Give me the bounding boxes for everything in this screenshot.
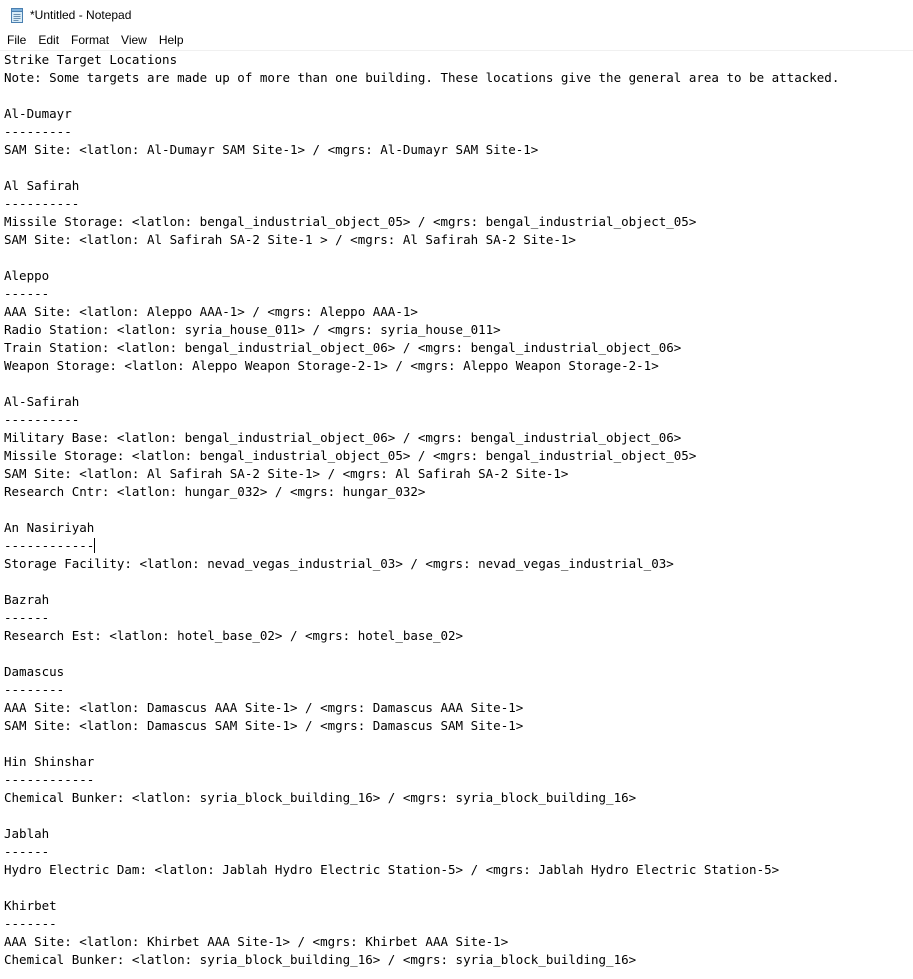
text-line-content: SAM Site: <latlon: Damascus SAM Site-1> / <mgrs: Damascus SAM Site-1> xyxy=(4,718,524,733)
text-line xyxy=(4,303,913,321)
text-line-content: SAM Site: <latlon: Al Safirah SA-2 Site-1> / <mgrs: Al Safirah SA-2 Site-1> xyxy=(4,466,569,481)
text-line xyxy=(4,825,913,843)
text-line xyxy=(4,933,913,951)
text-line xyxy=(4,591,913,609)
text-editor-area[interactable] xyxy=(0,51,913,979)
text-line-content: Research Cntr: <latlon: hungar_032> / <mgrs: hungar_032> xyxy=(4,484,426,499)
text-line xyxy=(4,609,913,627)
text-line-content: Hydro Electric Dam: <latlon: Jablah Hydro Electric Station-5> / <mgrs: Jablah Hydro Electric Station-5> xyxy=(4,862,780,877)
text-line-content: Hin Shinshar xyxy=(4,754,95,769)
text-line-content: Al-Dumayr xyxy=(4,106,72,121)
text-line-content: Radio Station: <latlon: syria_house_011> / <mgrs: syria_house_011> xyxy=(4,322,501,337)
text-line xyxy=(4,285,913,303)
text-line xyxy=(4,879,913,897)
text-line-content: Khirbet xyxy=(4,898,57,913)
text-line xyxy=(4,339,913,357)
text-line-content: Missile Storage: <latlon: bengal_industrial_object_05> / <mgrs: bengal_industrial_object_05> xyxy=(4,448,697,463)
notepad-icon xyxy=(10,8,24,23)
text-line xyxy=(4,663,913,681)
text-line xyxy=(4,447,913,465)
text-line-content: Damascus xyxy=(4,664,65,679)
text-line-content: Weapon Storage: <latlon: Aleppo Weapon Storage-2-1> / <mgrs: Aleppo Weapon Storage-2-1> xyxy=(4,358,659,373)
text-line xyxy=(4,195,913,213)
text-line-content: Missile Storage: <latlon: bengal_industrial_object_05> / <mgrs: bengal_industrial_object_05> xyxy=(4,214,697,229)
menu-file[interactable]: File xyxy=(7,33,27,47)
text-line xyxy=(4,681,913,699)
text-line xyxy=(4,231,913,249)
text-line xyxy=(4,843,913,861)
text-line-content: Al-Safirah xyxy=(4,394,80,409)
text-line xyxy=(4,321,913,339)
text-line xyxy=(4,177,913,195)
text-line xyxy=(4,573,913,591)
text-line-content: ---------- xyxy=(4,412,80,427)
document-text[interactable] xyxy=(4,51,913,969)
text-line xyxy=(4,717,913,735)
text-line-content: Research Est: <latlon: hotel_base_02> / <mgrs: hotel_base_02> xyxy=(4,628,464,643)
text-line xyxy=(4,897,913,915)
text-line xyxy=(4,87,913,105)
text-line-content: Bazrah xyxy=(4,592,50,607)
text-line-content: AAA Site: <latlon: Khirbet AAA Site-1> / <mgrs: Khirbet AAA Site-1> xyxy=(4,934,509,949)
text-line xyxy=(4,51,913,69)
menu-edit[interactable]: Edit xyxy=(38,33,60,47)
text-line-content: Note: Some targets are made up of more than one building. These locations give the general area to be attacked. xyxy=(4,70,840,85)
text-line xyxy=(4,519,913,537)
text-line xyxy=(4,465,913,483)
text-line xyxy=(4,915,913,933)
text-line-content: ------ xyxy=(4,286,50,301)
text-line xyxy=(4,807,913,825)
text-line xyxy=(4,393,913,411)
text-line-content: -------- xyxy=(4,682,65,697)
menu-bar xyxy=(0,30,913,51)
text-line xyxy=(4,159,913,177)
text-line xyxy=(4,249,913,267)
text-line xyxy=(4,951,913,969)
text-line xyxy=(4,699,913,717)
text-line-content: ------ xyxy=(4,844,50,859)
text-line xyxy=(4,141,913,159)
text-line xyxy=(4,483,913,501)
text-line xyxy=(4,267,913,285)
text-line xyxy=(4,213,913,231)
text-line xyxy=(4,69,913,87)
text-line xyxy=(4,123,913,141)
text-line-content: --------- xyxy=(4,124,72,139)
text-line-content: Storage Facility: <latlon: nevad_vegas_industrial_03> / <mgrs: nevad_vegas_industrial_03> xyxy=(4,556,674,571)
text-line-content: SAM Site: <latlon: Al-Dumayr SAM Site-1> / <mgrs: Al-Dumayr SAM Site-1> xyxy=(4,142,539,157)
text-line xyxy=(4,735,913,753)
text-line-content: Chemical Bunker: <latlon: syria_block_building_16> / <mgrs: syria_block_building_16> xyxy=(4,952,637,967)
text-line xyxy=(4,753,913,771)
text-line-content: SAM Site: <latlon: Al Safirah SA-2 Site-1 > / <mgrs: Al Safirah SA-2 Site-1> xyxy=(4,232,576,247)
text-line-content: ------------ xyxy=(4,538,95,553)
text-line xyxy=(4,555,913,573)
text-line xyxy=(4,429,913,447)
text-line xyxy=(4,645,913,663)
text-line-content: Chemical Bunker: <latlon: syria_block_building_16> / <mgrs: syria_block_building_16> xyxy=(4,790,637,805)
menu-help[interactable]: Help xyxy=(158,33,184,47)
text-line-content: AAA Site: <latlon: Aleppo AAA-1> / <mgrs: Aleppo AAA-1> xyxy=(4,304,418,319)
text-line xyxy=(4,105,913,123)
text-caret xyxy=(94,538,95,553)
menu-view[interactable]: View xyxy=(121,33,147,47)
text-line-content: Strike Target Locations xyxy=(4,52,178,67)
text-line-content: Al Safirah xyxy=(4,178,80,193)
text-line xyxy=(4,789,913,807)
text-line-content: Military Base: <latlon: bengal_industrial_object_06> / <mgrs: bengal_industrial_object_06> xyxy=(4,430,682,445)
text-line xyxy=(4,627,913,645)
text-line xyxy=(4,357,913,375)
text-line-content: ---------- xyxy=(4,196,80,211)
text-line-content: AAA Site: <latlon: Damascus AAA Site-1> / <mgrs: Damascus AAA Site-1> xyxy=(4,700,524,715)
text-line-content: Train Station: <latlon: bengal_industrial_object_06> / <mgrs: bengal_industrial_object_06> xyxy=(4,340,682,355)
text-line xyxy=(4,861,913,879)
text-line-content: An Nasiriyah xyxy=(4,520,95,535)
window-title: *Untitled - Notepad xyxy=(30,8,132,22)
text-line-content: Jablah xyxy=(4,826,50,841)
text-line-content: ------- xyxy=(4,916,57,931)
text-line xyxy=(4,501,913,519)
text-line xyxy=(4,537,913,555)
text-line xyxy=(4,375,913,393)
text-line xyxy=(4,411,913,429)
text-line-content: ------------ xyxy=(4,772,95,787)
title-bar[interactable] xyxy=(0,0,913,30)
text-line-content: Aleppo xyxy=(4,268,50,283)
menu-format[interactable]: Format xyxy=(71,33,110,47)
text-line xyxy=(4,771,913,789)
text-line-content: ------ xyxy=(4,610,50,625)
